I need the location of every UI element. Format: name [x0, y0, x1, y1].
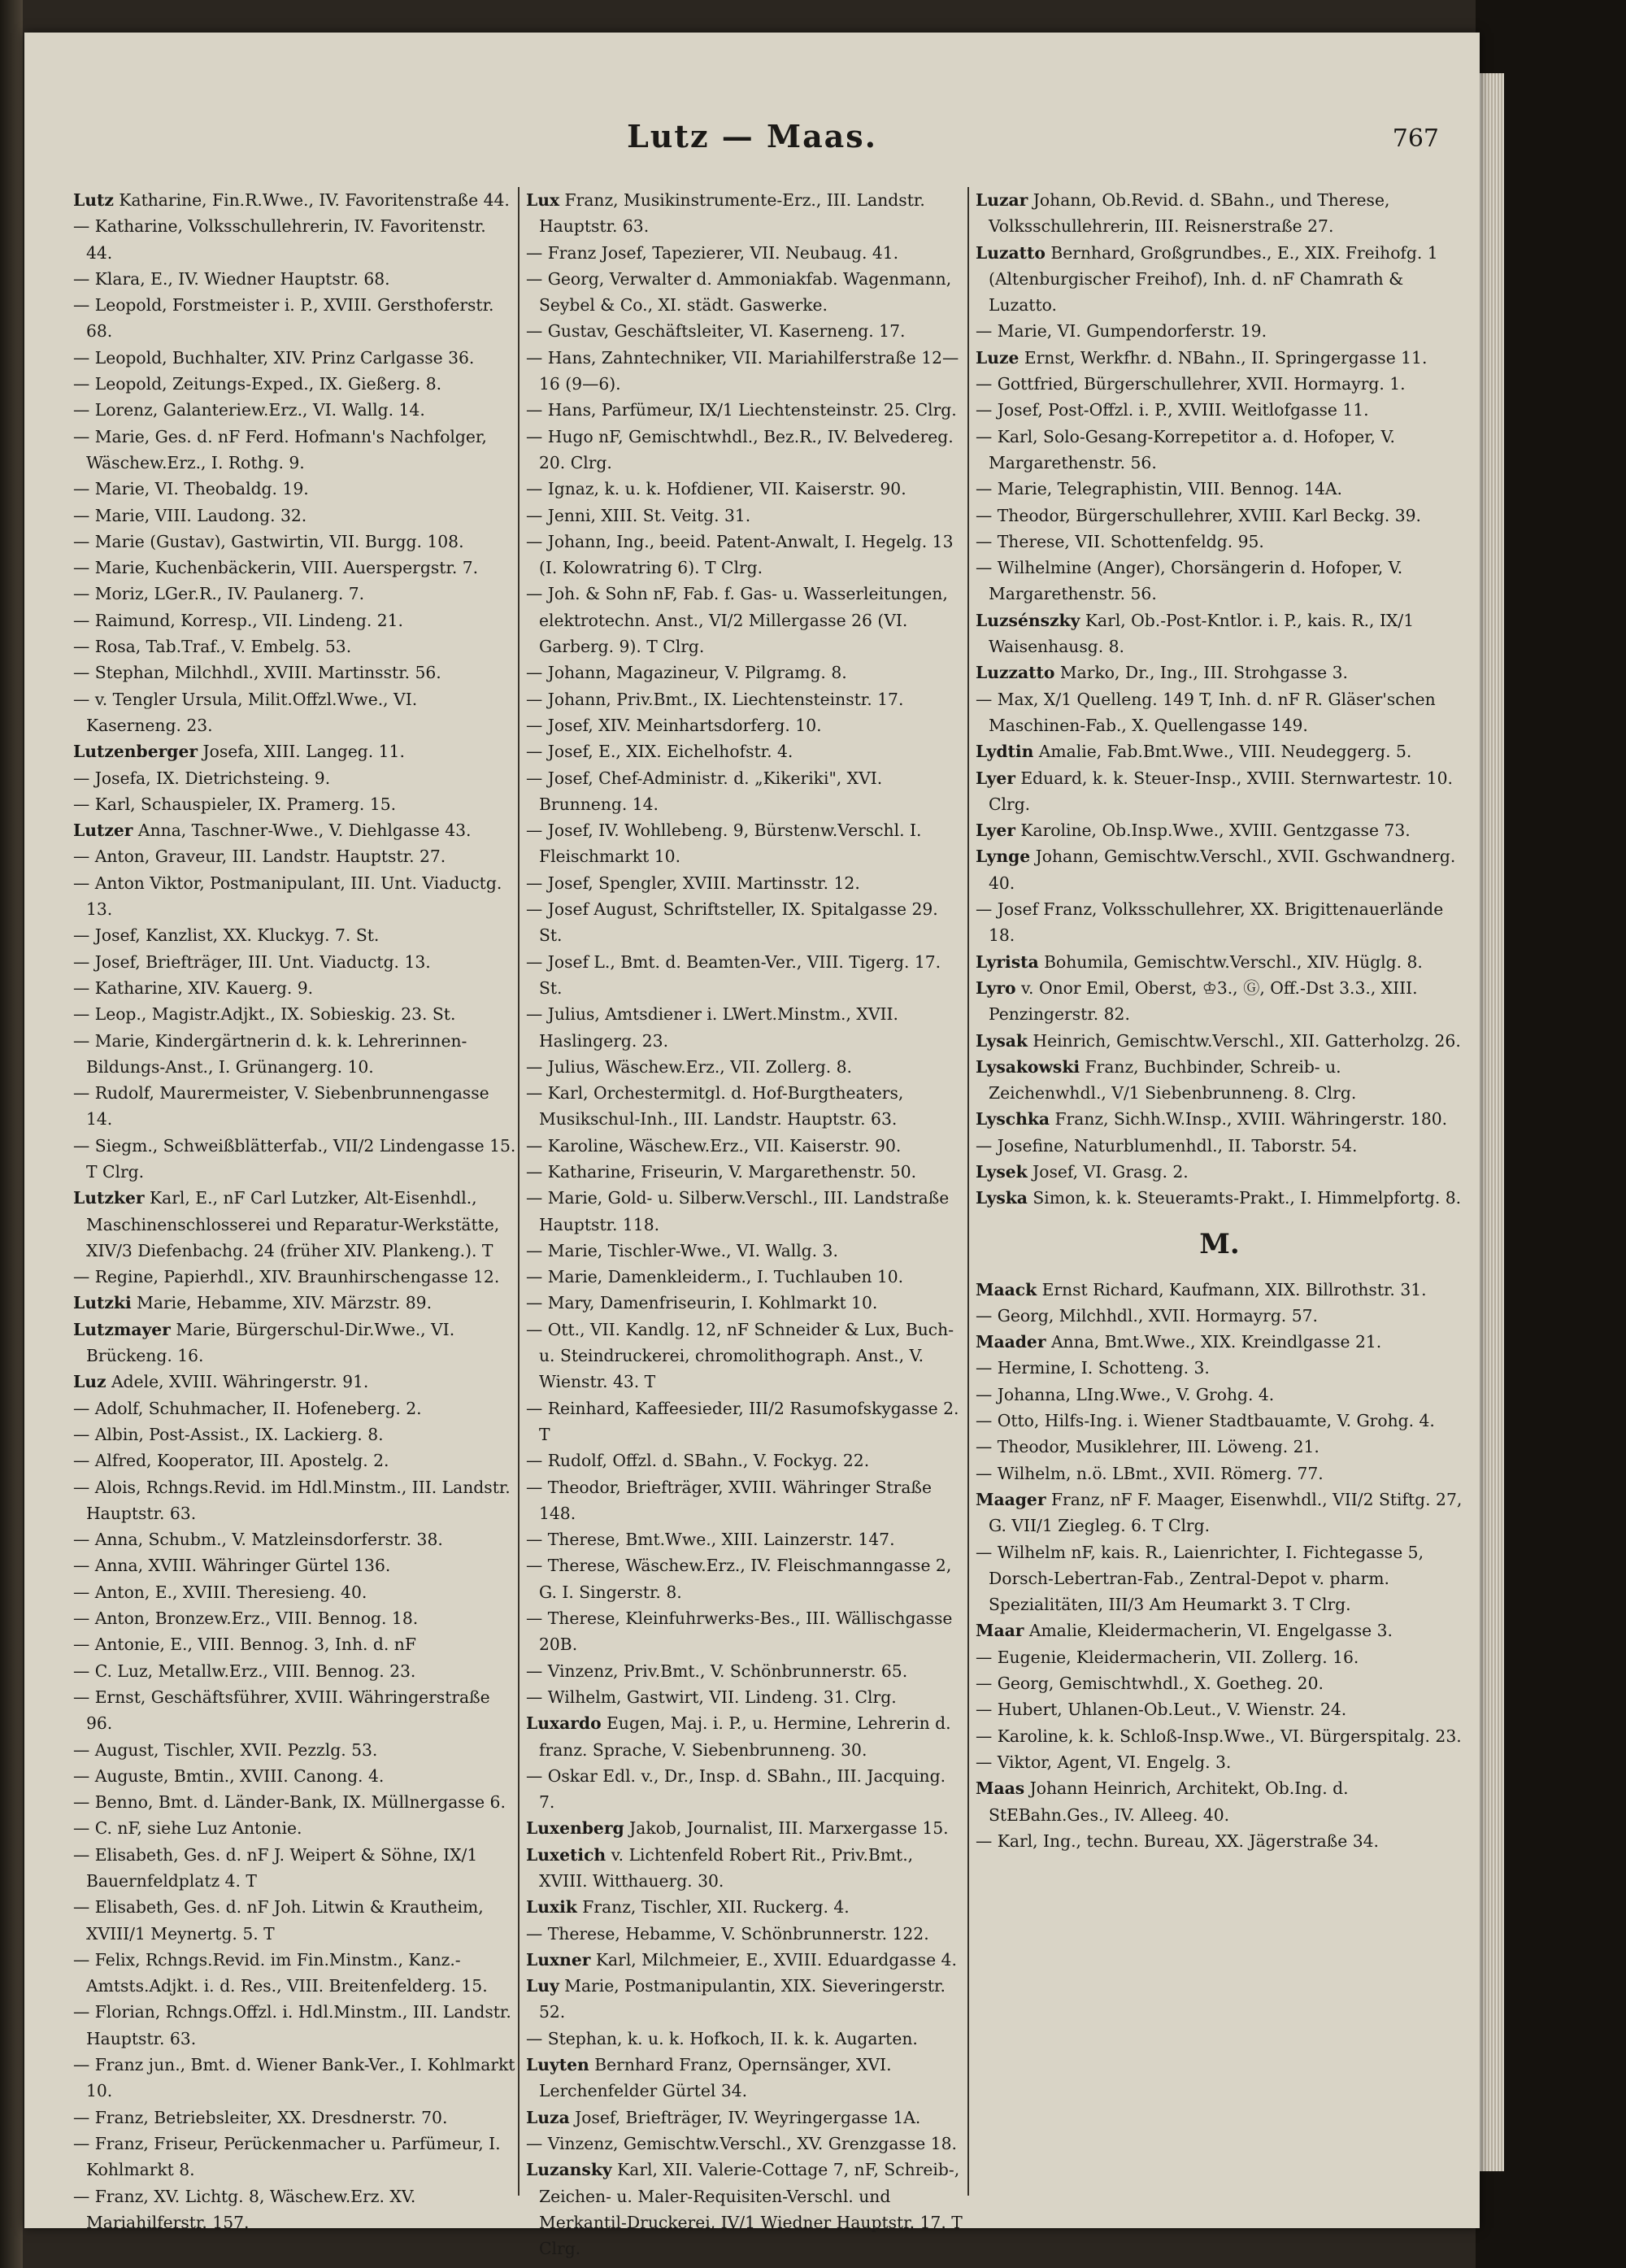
directory-entry: — Leopold, Zeitungs-Exped., IX. Gießerg. 8.: [73, 374, 442, 394]
directory-entry: — Anton, E., XVIII. Theresieng. 40.: [73, 1582, 367, 1602]
directory-entry: Luzsénszky Karl, Ob.-Post-Kntlor. i. P., kais. R., IX/1 Waisenhausg. 8.: [976, 610, 1415, 657]
directory-entry: — Marie (Gustav), Gastwirtin, VII. Burgg. 108.: [73, 531, 464, 551]
directory-entry: — Josefine, Naturblumenhdl., II. Taborstr. 54.: [976, 1135, 1358, 1156]
directory-entry: — Mary, Damenfriseurin, I. Kohlmarkt 10.: [526, 1293, 878, 1313]
directory-entry: — Anton, Bronzew.Erz., VIII. Bennog. 18.: [73, 1608, 419, 1629]
directory-entry: — Max, X/1 Quelleng. 149 T, Inh. d. nF R. Gläser'schen Maschinen-Fab., X. Quellengasse 149.: [976, 689, 1436, 735]
directory-entry: Maager Franz, nF F. Maager, Eisenwhdl., VII/2 Stiftg. 27, G. VII/1 Ziegleg. 6. T Clrg.: [976, 1489, 1463, 1536]
directory-entry: — Hugo nF, Gemischtwhdl., Bez.R., IV. Belvedereg. 20. Clrg.: [526, 426, 954, 472]
directory-entry: Lyer Karoline, Ob.Insp.Wwe., XVIII. Gentzgasse 73.: [976, 821, 1411, 841]
directory-entry: — Oskar Edl. v., Dr., Insp. d. SBahn., III. Jacquing. 7.: [526, 1765, 946, 1813]
directory-entry: — Therese, VII. Schottenfeldg. 95.: [976, 531, 1264, 551]
directory-entry: Lysak Heinrich, Gemischtw.Verschl., XII. Gatterholzg. 26.: [976, 1030, 1461, 1051]
directory-entry: — Rudolf, Offzl. d. SBahn., V. Fockyg. 22.: [526, 1451, 870, 1471]
directory-entry: — Siegm., Schweißblätterfab., VII/2 Lindengasse 15. T Clrg.: [73, 1135, 516, 1182]
directory-entry: Luze Ernst, Werkfhr. d. NBahn., II. Springergasse 11.: [976, 347, 1428, 368]
directory-entry: — Franz Josef, Tapezierer, VII. Neubaug. 41.: [526, 242, 899, 263]
directory-entry: — Josef, Kanzlist, XX. Kluckyg. 7. St.: [73, 925, 380, 946]
directory-entry: Maack Ernst Richard, Kaufmann, XIX. Billrothstr. 31.: [976, 1279, 1427, 1299]
directory-entry: — Marie, Kuchenbäckerin, VIII. Auerspergstr. 7.: [73, 558, 479, 578]
directory-entry: — Georg, Verwalter d. Ammoniakfab. Wagenmann, Seybel & Co., XI. städt. Gaswerke.: [526, 268, 952, 316]
directory-entry: — Anna, Schubm., V. Matzleinsdorferstr. 38.: [73, 1530, 443, 1550]
directory-entry: — Marie, Tischler-Wwe., VI. Wallg. 3.: [526, 1240, 838, 1260]
directory-entry: — Regine, Papierhdl., XIV. Braunhirschengasse 12.: [73, 1267, 500, 1287]
directory-entry: — Marie, Ges. d. nF Ferd. Hofmann's Nachfolger, Wäschew.Erz., I. Rothg. 9.: [73, 426, 487, 472]
directory-entry: Maader Anna, Bmt.Wwe., XIX. Kreindlgasse 21.: [976, 1332, 1382, 1352]
directory-entry: — August, Tischler, XVII. Pezzlg. 53.: [73, 1739, 378, 1760]
directory-entry: Lysek Josef, VI. Grasg. 2.: [976, 1161, 1189, 1182]
directory-entry: Lyro v. Onor Emil, Oberst, ♔3., Ⓖ, Off.-Dst 3.3., XIII. Penzingerstr. 82.: [976, 977, 1418, 1025]
page-stack-edges: [1480, 73, 1504, 2171]
directory-entry: — Adolf, Schuhmacher, II. Hofeneberg. 2.: [73, 1398, 422, 1418]
directory-entry: Luyten Bernhard Franz, Opernsänger, XVI. Lerchenfelder Gürtel 34.: [526, 2055, 892, 2101]
directory-entry: — Georg, Milchhdl., XVII. Hormayrg. 57.: [976, 1305, 1318, 1326]
directory-entry: — Leopold, Forstmeister i. P., XVIII. Gersthoferstr. 68.: [73, 295, 494, 342]
directory-entry: — Otto, Hilfs-Ing. i. Wiener Stadtbauamte, V. Grohg. 4.: [976, 1411, 1435, 1431]
directory-entry: Luzatto Bernhard, Großgrundbes., E., XIX. Freihofg. 1 (Altenburgischer Freihof), Inh. d. nF Chamrath & Luzatto.: [976, 242, 1438, 316]
directory-entry: Luxetich v. Lichtenfeld Robert Rit., Priv.Bmt., XVIII. Witthauerg. 30.: [526, 1844, 914, 1891]
directory-entry: — Florian, Rchngs.Offzl. i. Hdl.Minstm., III. Landstr. Hauptstr. 63.: [73, 2002, 511, 2048]
directory-entry: — Therese, Hebamme, V. Schönbrunnerstr. 122.: [526, 1923, 929, 1944]
directory-entry: — Johann, Ing., beeid. Patent-Anwalt, I. Hegelg. 13 (I. Kolowratring 6). T Clrg.: [526, 531, 954, 578]
directory-entry: — Stephan, k. u. k. Hofkoch, II. k. k. Augarten.: [526, 2028, 918, 2048]
directory-entry: — Karl, Ing., techn. Bureau, XX. Jägerstraße 34.: [976, 1831, 1379, 1851]
directory-entry: — Josef August, Schriftsteller, IX. Spitalgasse 29. St.: [526, 899, 938, 946]
directory-entry: — Lorenz, Galanteriew.Erz., VI. Wallg. 14.: [73, 400, 425, 420]
directory-entry: — Elisabeth, Ges. d. nF Joh. Litwin & Krautheim, XVIII/1 Meynertg. 5. T: [73, 1897, 484, 1944]
directory-entry: Maar Amalie, Kleidermacherin, VI. Engelgasse 3.: [976, 1621, 1393, 1641]
directory-entry: — Stephan, Milchhdl., XVIII. Martinsstr. 56.: [73, 663, 441, 683]
directory-entry: — Viktor, Agent, VI. Engelg. 3.: [976, 1752, 1232, 1772]
directory-entry: — Karl, Orchestermitgl. d. Hof-Burgtheaters, Musikschul-Inh., III. Landstr. Hauptstr. 63.: [526, 1083, 904, 1130]
directory-entry: — Josef, Briefträger, III. Unt. Viaductg. 13.: [73, 951, 431, 972]
directory-entry: Lutzker Karl, E., nF Carl Lutzker, Alt-Eisenhdl., Maschinenschlosserei und Reparatur-Werkstätte, XIV/3 Diefenbachg. 24 (früher XIV. Plankeng.). T: [73, 1188, 500, 1260]
directory-entry: — Franz jun., Bmt. d. Wiener Bank-Ver., I. Kohlmarkt 10.: [73, 2055, 515, 2101]
directory-entry: Lutzmayer Marie, Bürgerschul-Dir.Wwe., VI. Brückeng. 16.: [73, 1319, 455, 1366]
directory-entry: Lydtin Amalie, Fab.Bmt.Wwe., VIII. Neudeggerg. 5.: [976, 742, 1412, 762]
directory-entry: — C. nF, siehe Luz Antonie.: [73, 1818, 302, 1839]
directory-entry: — Karl, Schauspieler, IX. Pramerg. 15.: [73, 794, 397, 814]
directory-entry: Lux Franz, Musikinstrumente-Erz., III. Landstr. Hauptstr. 63.: [526, 190, 925, 237]
directory-entry: — Katharine, XIV. Kauerg. 9.: [73, 977, 314, 998]
directory-entry: — Therese, Wäschew.Erz., IV. Fleischmanngasse 2, G. I. Singerstr. 8.: [526, 1556, 952, 1602]
directory-entry: — Albin, Post-Assist., IX. Lackierg. 8.: [73, 1424, 384, 1444]
running-head: Lutz — Maas.: [627, 118, 877, 155]
directory-entry: — Josefa, IX. Dietrichsteing. 9.: [73, 768, 331, 788]
directory-entry: — Moriz, LGer.R., IV. Paulanerg. 7.: [73, 584, 365, 604]
directory-entry: Lutz Katharine, Fin.R.Wwe., IV. Favoritenstraße 44.: [73, 190, 510, 210]
directory-entry: Luzar Johann, Ob.Revid. d. SBahn., und Therese, Volksschullehrerin, III. Reisnerstraße 27.: [976, 190, 1390, 237]
directory-entry: — Marie, Gold- u. Silberw.Verschl., III. Landstraße Hauptstr. 118.: [526, 1188, 950, 1234]
directory-entry: — Wilhelm nF, kais. R., Laienrichter, I. Fichtegasse 5, Dorsch-Lebertran-Fab., Zentral-Depot v. pharm. Spezialitäten, III/3 Am Heumarkt 3. T Clrg.: [976, 1542, 1424, 1615]
directory-entry: — Leopold, Buchhalter, XIV. Prinz Carlgasse 36.: [73, 347, 475, 368]
directory-entry: Lyska Simon, k. k. Steueramts-Prakt., I. Himmelpfortg. 8.: [976, 1188, 1462, 1208]
directory-entry: — Marie, VI. Theobaldg. 19.: [73, 479, 309, 499]
book-spine-edge: [0, 0, 23, 2268]
directory-entry: Lynge Johann, Gemischtw.Verschl., XVII. Gschwandnerg. 40.: [976, 847, 1456, 893]
directory-entry: — Johann, Priv.Bmt., IX. Liechtensteinstr. 17.: [526, 689, 904, 709]
directory-entry: — Julius, Wäschew.Erz., VII. Zollerg. 8.: [526, 1056, 852, 1077]
directory-entry: — Karoline, k. k. Schloß-Insp.Wwe., VI. Bürgerspitalg. 23.: [976, 1726, 1462, 1746]
directory-entry: — Marie, Kindergärtnerin d. k. k. Lehrerinnen-Bildungs-Anst., I. Grünangerg. 10.: [73, 1030, 467, 1077]
directory-entry: — Therese, Bmt.Wwe., XIII. Lainzerstr. 147.: [526, 1530, 895, 1550]
directory-entry: — Josef Franz, Volksschullehrer, XX. Brigittenauerlände 18.: [976, 899, 1444, 946]
directory-entry: — v. Tengler Ursula, Milit.Offzl.Wwe., VI. Kaserneng. 23.: [73, 689, 418, 735]
directory-entry: — Theodor, Briefträger, XVIII. Währinger Straße 148.: [526, 1477, 932, 1523]
directory-entry: — Rudolf, Maurermeister, V. Siebenbrunnengasse 14.: [73, 1083, 489, 1130]
directory-entry: — Ernst, Geschäftsführer, XVIII. Währingerstraße 96.: [73, 1687, 490, 1734]
directory-entry: Maas Johann Heinrich, Architekt, Ob.Ing. d. StEBahn.Ges., IV. Alleeg. 40.: [976, 1778, 1349, 1825]
directory-entry: — Katharine, Volksschullehrerin, IV. Favoritenstr. 44.: [73, 216, 486, 263]
directory-entry: — Josef, E., XIX. Eichelhofstr. 4.: [526, 742, 793, 762]
directory-entry: — Anton Viktor, Postmanipulant, III. Unt. Viaductg. 13.: [73, 873, 502, 920]
directory-entry: — Hubert, Uhlanen-Ob.Leut., V. Wienstr. 24.: [976, 1700, 1347, 1720]
directory-entry: Lyschka Franz, Sichh.W.Insp., XVIII. Währingerstr. 180.: [976, 1109, 1448, 1130]
directory-entry: — Joh. & Sohn nF, Fab. f. Gas- u. Wasserleitungen, elektrotechn. Anst., VI/2 Millergasse 26 (VI. Garberg. 9). T Clrg.: [526, 584, 948, 657]
directory-entry: Luxik Franz, Tischler, XII. Ruckerg. 4.: [526, 1897, 850, 1918]
directory-entry: — Auguste, Bmtin., XVIII. Canong. 4.: [73, 1765, 385, 1786]
directory-entry: — Therese, Kleinfuhrwerks-Bes., III. Wällischgasse 20B.: [526, 1608, 953, 1655]
directory-entry: — Wilhelmine (Anger), Chorsängerin d. Hofoper, V. Margarethenstr. 56.: [976, 558, 1403, 604]
directory-entry: — Anna, XVIII. Währinger Gürtel 136.: [73, 1556, 391, 1576]
directory-entry: — Rosa, Tab.Traf., V. Embelg. 53.: [73, 637, 352, 657]
directory-entry: — Felix, Rchngs.Revid. im Fin.Minstm., Kanz.-Amtsts.Adjkt. i. d. Res., VIII. Breitenfelderg. 15.: [73, 1949, 488, 1996]
directory-entry: Lutzki Marie, Hebamme, XIV. Märzstr. 89.: [73, 1293, 433, 1313]
directory-entry: — Vinzenz, Priv.Bmt., V. Schönbrunnerstr. 65.: [526, 1661, 908, 1681]
directory-entry: — Hans, Parfümeur, IX/1 Liechtensteinstr. 25. Clrg.: [526, 400, 957, 420]
directory-entry: — Ott., VII. Kandlg. 12, nF Schneider & Lux, Buch- u. Steindruckerei, chromolithograph. Anst., V. Wienstr. 43. T: [526, 1319, 954, 1392]
directory-entry: — Wilhelm, Gastwirt, VII. Lindeng. 31. Clrg.: [526, 1687, 897, 1707]
directory-entry: — Wilhelm, n.ö. LBmt., XVII. Römerg. 77.: [976, 1463, 1324, 1483]
directory-entry: — Georg, Gemischtwhdl., X. Goetheg. 20.: [976, 1674, 1324, 1694]
directory-entry: — Marie, VIII. Laudong. 32.: [73, 505, 307, 525]
page-number: 767: [1392, 124, 1439, 153]
directory-entry: Lyer Eduard, k. k. Steuer-Insp., XVIII. Sternwartestr. 10. Clrg.: [976, 768, 1453, 814]
directory-entry: — Josef, Spengler, XVIII. Martinsstr. 12.: [526, 873, 860, 893]
directory-entry: — Karoline, Wäschew.Erz., VII. Kaiserstr. 90.: [526, 1135, 902, 1156]
directory-entry: — Anton, Graveur, III. Landstr. Hauptstr. 27.: [73, 847, 446, 867]
directory-entry: — Marie, Telegraphistin, VIII. Bennog. 14A.: [976, 479, 1342, 499]
directory-entry: — Franz, Betriebsleiter, XX. Dresdnerstr. 70.: [73, 2107, 448, 2127]
directory-entry: — Reinhard, Kaffeesieder, III/2 Rasumofskygasse 2. T: [526, 1398, 959, 1444]
directory-entry: — Vinzenz, Gemischtw.Verschl., XV. Grenzgasse 18.: [526, 2133, 958, 2153]
directory-entry: — Eugenie, Kleidermacherin, VII. Zollerg. 16.: [976, 1647, 1359, 1667]
directory-entry: — C. Luz, Metallw.Erz., VIII. Bennog. 23.: [73, 1661, 416, 1681]
directory-entry: — Franz, XV. Lichtg. 8, Wäschew.Erz. XV. Mariahilferstr. 157.: [73, 2186, 416, 2232]
directory-entry: — Gustav, Geschäftsleiter, VI. Kaserneng. 17.: [526, 321, 906, 342]
directory-entry: — Johann, Magazineur, V. Pilgramg. 8.: [526, 663, 847, 683]
directory-entry: — Klara, E., IV. Wiedner Hauptstr. 68.: [73, 268, 390, 289]
directory-entry: — Hermine, I. Schotteng. 3.: [976, 1358, 1210, 1378]
directory-entry: — Franz, Friseur, Perückenmacher u. Parfümeur, I. Kohlmarkt 8.: [73, 2133, 501, 2180]
column-3: [967, 187, 1463, 2196]
page-header: [49, 118, 1455, 175]
directory-entry: Lutzenberger Josefa, XIII. Langeg. 11.: [73, 742, 405, 762]
directory-entry: — Josef, XIV. Meinhartsdorferg. 10.: [526, 715, 822, 735]
section-letter: M.: [1199, 1227, 1240, 1260]
directory-entry: — Jenni, XIII. St. Veitg. 31.: [526, 505, 751, 525]
directory-entry: — Julius, Amtsdiener i. LWert.Minstm., XVII. Haslingerg. 23.: [526, 1004, 898, 1051]
column-1: [73, 187, 517, 2232]
directory-entry: — Raimund, Korresp., VII. Lindeng. 21.: [73, 610, 403, 630]
directory-entry: — Elisabeth, Ges. d. nF J. Weipert & Söhne, IX/1 Bauernfeldplatz 4. T: [73, 1844, 478, 1891]
directory-entry: — Katharine, Friseurin, V. Margarethenstr. 50.: [526, 1161, 917, 1182]
directory-entry: — Antonie, E., VIII. Bennog. 3, Inh. d. nF: [73, 1635, 416, 1655]
directory-entry: Lutzer Anna, Taschner-Wwe., V. Diehlgasse 43.: [73, 821, 472, 841]
directory-entry: — Leop., Magistr.Adjkt., IX. Sobieskig. 23. St.: [73, 1004, 456, 1025]
directory-entry: — Gottfried, Bürgerschullehrer, XVII. Hormayrg. 1.: [976, 374, 1406, 394]
directory-page: [24, 33, 1480, 2259]
directory-entry: Luy Marie, Postmanipulantin, XIX. Sieveringerstr. 52.: [526, 1976, 946, 2022]
directory-entry: Luzzatto Marko, Dr., Ing., III. Strohgasse 3.: [976, 663, 1348, 683]
directory-entry: — Alfred, Kooperator, III. Apostelg. 2.: [73, 1451, 389, 1471]
directory-entry: Luz Adele, XVIII. Währingerstr. 91.: [73, 1372, 369, 1392]
directory-entry: — Theodor, Musiklehrer, III. Löweng. 21.: [976, 1437, 1319, 1457]
directory-entry: — Benno, Bmt. d. Länder-Bank, IX. Müllnergasse 6.: [73, 1792, 506, 1813]
directory-entry: Luzansky Karl, XII. Valerie-Cottage 7, nF, Schreib-, Zeichen- u. Maler-Requisiten-Verschl. und Merkantil-Druckerei, IV/1 Wiedner Hauptstr. 17. T Clrg.: [526, 2160, 963, 2259]
directory-entry: Lysakowski Franz, Buchbinder, Schreib- u. Zeichenwhdl., V/1 Siebenbrunneng. 8. Clrg.: [976, 1056, 1357, 1104]
directory-entry: — Johanna, LIng.Wwe., V. Grohg. 4.: [976, 1384, 1275, 1404]
directory-entry: — Hans, Zahntechniker, VII. Mariahilferstraße 12—16 (9—6).: [526, 347, 959, 394]
directory-entry: Lyrista Bohumila, Gemischtw.Verschl., XIV. Hüglg. 8.: [976, 951, 1423, 972]
directory-entry: — Josef L., Bmt. d. Beamten-Ver., VIII. Tigerg. 17. St.: [526, 951, 941, 998]
directory-entry: — Karl, Solo-Gesang-Korrepetitor a. d. Hofoper, V. Margarethenstr. 56.: [976, 426, 1396, 472]
directory-entry: — Josef, Chef-Administr. d. „Kikeriki", XVI. Brunneng. 14.: [526, 768, 883, 814]
directory-entry: — Josef, Post-Offzl. i. P., XVIII. Weitlofgasse 11.: [976, 400, 1369, 420]
directory-entry: — Theodor, Bürgerschullehrer, XVIII. Karl Beckg. 39.: [976, 505, 1421, 525]
directory-entry: Luza Josef, Briefträger, IV. Weyringergasse 1A.: [526, 2107, 921, 2127]
directory-entry: — Marie, Damenkleiderm., I. Tuchlauben 10.: [526, 1267, 904, 1287]
directory-entry: Luxardo Eugen, Maj. i. P., u. Hermine, Lehrerin d. franz. Sprache, V. Siebenbrunneng. 30.: [526, 1713, 951, 1760]
directory-entry: — Marie, VI. Gumpendorferstr. 19.: [976, 321, 1267, 342]
directory-entry: Luxenberg Jakob, Journalist, III. Marxergasse 15.: [526, 1818, 949, 1839]
column-2: [518, 187, 965, 2259]
directory-entry: Luxner Karl, Milchmeier, E., XVIII. Eduardgasse 4.: [526, 1949, 957, 1970]
directory-entry: — Josef, IV. Wohllebeng. 9, Bürstenw.Verschl. I. Fleischmarkt 10.: [526, 821, 922, 867]
directory-entry: — Alois, Rchngs.Revid. im Hdl.Minstm., III. Landstr. Hauptstr. 63.: [73, 1477, 511, 1523]
directory-entry: — Ignaz, k. u. k. Hofdiener, VII. Kaiserstr. 90.: [526, 479, 906, 499]
